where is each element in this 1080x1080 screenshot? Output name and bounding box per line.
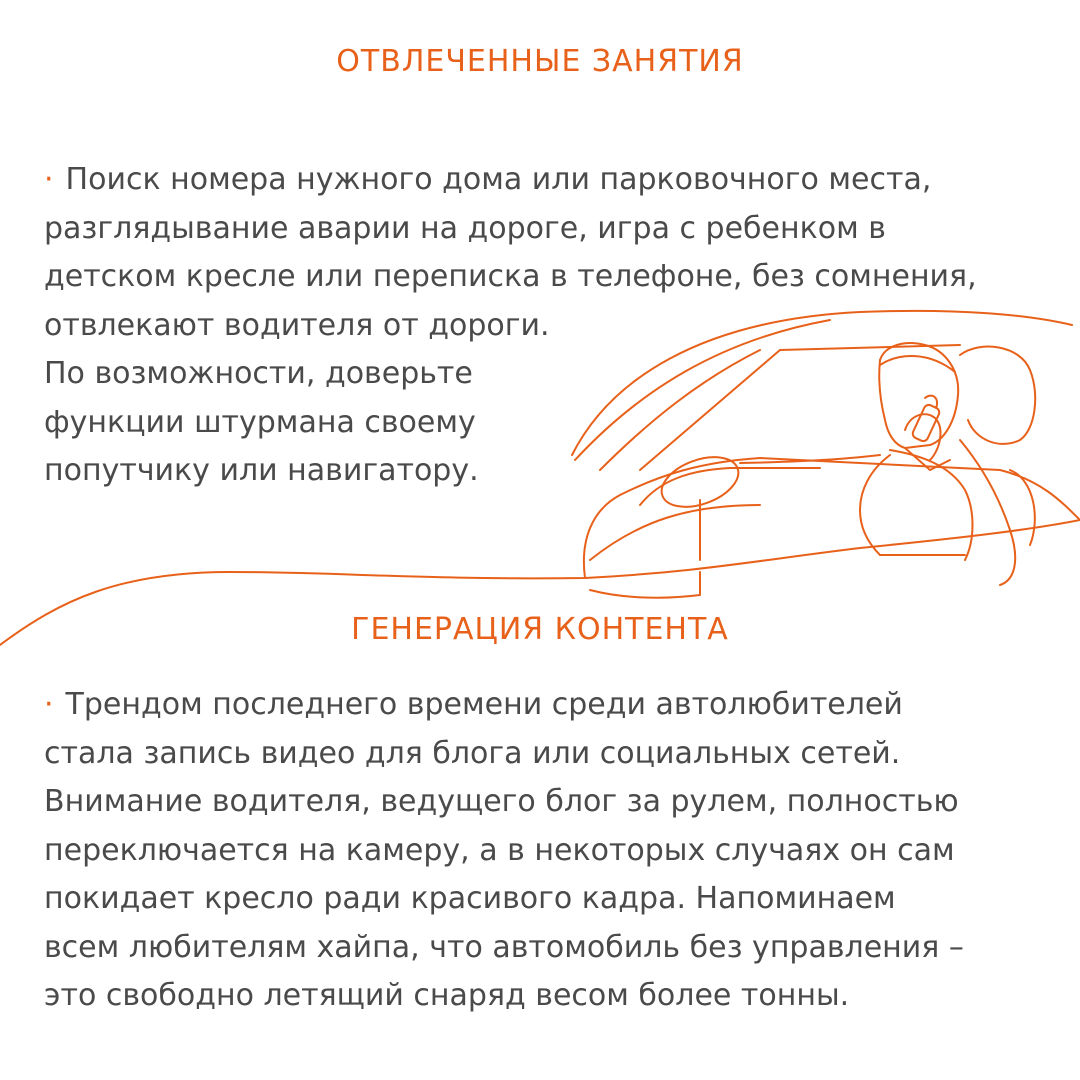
- text-line: функции штурмана своему: [44, 404, 476, 440]
- text-line: · Трендом последнего времени среди автолюбителей: [44, 687, 903, 722]
- text-line: всем любителям хайпа, что автомобиль без управления –: [44, 929, 964, 965]
- text-line: стала запись видео для блога или социальных сетей.: [44, 735, 901, 771]
- headlight: [590, 572, 700, 598]
- text-line: · Поиск номера нужного дома или парковочного места,: [44, 162, 932, 197]
- hood-line: [590, 505, 760, 560]
- text-line: переключается на камеру, а в некоторых случаях он сам: [44, 832, 955, 868]
- seat-side: [1010, 470, 1035, 545]
- text-line: разглядывание аварии на дороге, игра с ребенком в: [44, 210, 886, 246]
- section-text-distractions: [44, 156, 977, 496]
- text-line: это свободно летящий снаряд весом более тонны.: [44, 978, 850, 1013]
- text-line: детском кресле или переписка в телефоне, без сомнения,: [44, 259, 977, 294]
- text-line: покидает кресло ради красивого кадра. Напоминаем: [44, 881, 896, 916]
- section-title-content-generation: ГЕНЕРАЦИЯ КОНТЕНТА: [351, 612, 729, 647]
- text-line: Внимание водителя, ведущего блог за рулем, полностью: [44, 784, 959, 819]
- section-title-distractions: ОТВЛЕЧЕННЫЕ ЗАНЯТИЯ: [336, 44, 744, 79]
- text-line: попутчику или навигатору.: [44, 453, 479, 488]
- bullet-icon: ·: [44, 687, 54, 722]
- bullet-icon: ·: [44, 162, 54, 197]
- section-text-content-generation: [44, 681, 964, 1021]
- text-line: отвлекают водителя от дороги.: [44, 307, 550, 343]
- text-line: По возможности, доверьте: [44, 356, 473, 391]
